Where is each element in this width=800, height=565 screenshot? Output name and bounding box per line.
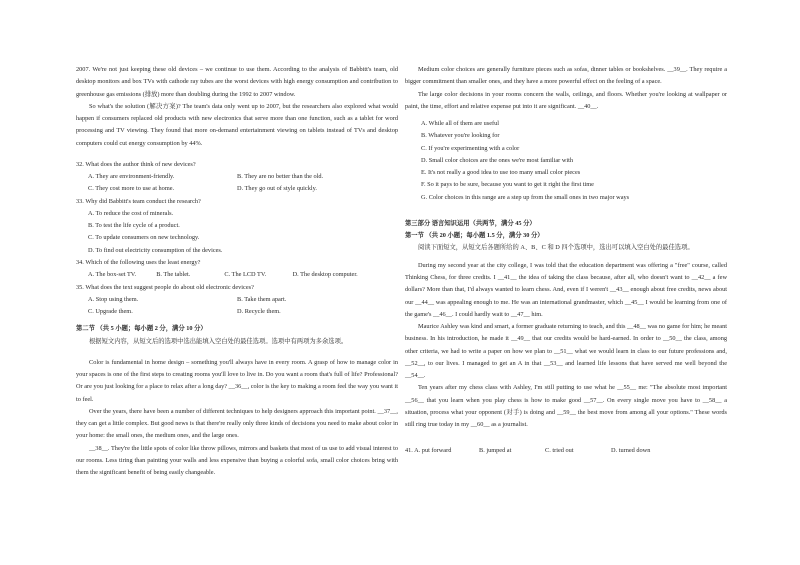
option-item: D. Small color choices are the ones we're most familiar with bbox=[421, 156, 574, 164]
option-item: G. Color choices in this range are a step up from the small ones in two major ways bbox=[421, 193, 630, 201]
option-b: B. Take them apart. bbox=[237, 295, 287, 303]
part-title: 第三部分 语言知识运用（共两节，满分 45 分） bbox=[405, 219, 536, 227]
question-stem: 35. What does the text suggest people do about old electronic devices? bbox=[76, 283, 254, 291]
option-item: E. It's not really a good idea to use too many small color pieces bbox=[421, 169, 581, 177]
question-33 bbox=[76, 196, 398, 257]
passage-paragraph: __38__. They're the little spots of color like throw pillows, mirrors and baskets that most of us use to add visual interest to our rooms. Less tiring than painting your walls and less expensive than buying a colorful sofa, small color choices bring with them the significant benefit of being easily changeable. bbox=[76, 444, 398, 477]
question-41-options bbox=[405, 445, 727, 457]
question-32 bbox=[76, 159, 398, 196]
question-34 bbox=[76, 257, 398, 282]
passage-paragraph: During my second year at the city college, I was told that the education department was offering a "free" course, called Thinking Chess, for three credits. I __41__ the idea of taking the class because, after all, who doesn't want to __42__ a few dollars? More than that, I'd always wanted to learn chess. And, even if I weren't __43__ enough about free credits, news about our __44__ was appealing enough to me. He was an international grandmaster, which __45__ I would be learning from one of the game's __46__. I could hardly wait to __47__ him. bbox=[405, 261, 727, 318]
option-item: A. While all of them are useful bbox=[421, 120, 500, 128]
passage-paragraph: Over the years, there have been a number of different techniques to help designers approach this important point. __37__, they can get a little complex. But good news is that there're really only three kinds of decisions you need to make about color in your home: the small ones, the medium ones, and the large ones. bbox=[76, 407, 398, 440]
option-row bbox=[76, 183, 398, 195]
option-c: C. tried out bbox=[545, 447, 574, 455]
section-instructions: 阅读下面短文，从短文后各题所给的 A、B、C 和 D 四个选项中，选出可以填入空白处的最佳选项。 bbox=[418, 244, 694, 252]
option-row bbox=[76, 269, 398, 281]
option-item: B. Whatever you're looking for bbox=[421, 132, 500, 140]
option-d: D. The desktop computer. bbox=[292, 271, 358, 279]
section-title: 第一节 （共 20 小题；每小题 1.5 分，满分 30 分） bbox=[405, 232, 544, 240]
left-column bbox=[76, 64, 398, 480]
option-a: A. Stop using them. bbox=[88, 295, 139, 303]
option-b: B. The tablet. bbox=[156, 271, 191, 279]
option-list bbox=[405, 118, 727, 204]
question-stem: 32. What does the author think of new devices? bbox=[76, 160, 196, 168]
option-row bbox=[76, 294, 398, 306]
option-b: B. To test the life cycle of a product. bbox=[88, 222, 180, 230]
question-stem: 34. Which of the following uses the least energy? bbox=[76, 258, 201, 266]
section-title: 第二节 （共 5 小题；每小题 2 分，满分 10 分） bbox=[76, 325, 207, 333]
option-row bbox=[76, 171, 398, 183]
question-35 bbox=[76, 282, 398, 319]
option-d: D. They go out of style quickly. bbox=[237, 185, 317, 193]
option-c: C. To update consumers on new technology. bbox=[88, 234, 200, 242]
option-a: A. The box-set TV. bbox=[88, 271, 137, 279]
passage-paragraph: The large color decisions in your rooms concern the walls, ceilings, and floors. Whether you're looking at wallpaper or paint, the time, effort and relative expense put into it are significant. __40__. bbox=[405, 90, 727, 110]
passage-paragraph: 2007. We're not just keeping these old devices – we continue to use them. According to the analysis of Babbitt's team, old desktop monitors and box TVs with cathode ray tubes are the worst devices with high energy consumption and contribution to greenhouse gas emissions (排放) more than doubling during the 1992 to 2007 window. bbox=[76, 66, 398, 98]
passage-paragraph: Color is fundamental in home design – something you'll always have in every room. A grasp of how to manage color in your spaces is one of the first steps to creating rooms you'll love to live in. Do you want a room that's full of life? Professional? Or are you just looking for a place to relax after a long day? __36__, color is the key to making a room feel the way you want it to feel. bbox=[76, 358, 398, 403]
passage-paragraph: Medium color choices are generally furniture pieces such as sofas, dinner tables or bookshelves. __39__. They require a bigger commitment than smaller ones, and they have a more powerful effect on the feeling of a space. bbox=[405, 66, 727, 86]
option-c: C. The LCD TV. bbox=[224, 271, 267, 279]
option-a: A. To reduce the cost of minerals. bbox=[88, 209, 174, 217]
option-a: 41. A. put forward bbox=[405, 447, 452, 455]
option-c: C. They cost more to use at home. bbox=[88, 185, 175, 193]
option-d: D. To find out electricity consumption of the devices. bbox=[88, 246, 223, 254]
option-item: F. So it pays to be sure, because you want to get it right the first time bbox=[421, 181, 594, 189]
option-b: B. They are no better than the old. bbox=[237, 173, 324, 181]
option-c: C. Upgrade them. bbox=[88, 308, 133, 316]
passage-paragraph: Maurice Ashley was kind and smart, a former graduate returning to teach, and this __48__ was no game for him; he meant business. In his introduction, he made it __49__ that our credits would be hard-earned. In order to __50__ the class, among other criteria, we had to write a paper on how we plan to __51__ what we would learn in class to our future professions and, __52__, to our lives. I managed to get an A in that __53__ and learned life lessons that have served me well beyond the __54__. bbox=[405, 323, 727, 380]
option-row bbox=[76, 306, 398, 318]
option-a: A. They are environment-friendly. bbox=[88, 173, 175, 181]
question-stem: 33. Why did Babbitt's team conduct the research? bbox=[76, 197, 201, 205]
passage-paragraph: Ten years after my chess class with Ashley, I'm still putting to use what he __55__ me: "The absolute most important __56__ that you learn when you play chess is how to make good __57__. On every single move you have to __58__ a situation, process what your opponent (对手) is doing and __59__ the best move from among all your options." These words still ring true today in my __60__ as a journalist. bbox=[405, 384, 727, 429]
option-b: B. jumped at bbox=[479, 447, 512, 455]
section-instructions: 根据短文内容，从短文后的选项中选出能填入空白处的最佳选项。选项中有两项为多余选项。 bbox=[89, 337, 348, 345]
right-column bbox=[405, 64, 727, 458]
option-d: D. Recycle them. bbox=[237, 308, 281, 316]
passage-paragraph: So what's the solution (解决方案)? The team's data only went up to 2007, but the researchers also explored what would happen if consumers replaced old products with new electronics that serve more than one function, such as a tablet for word processing and TV viewing. They found that more on-demand entertainment viewing on tablets instead of TVs and desktop computers could cut energy consumption by 44%. bbox=[76, 102, 398, 147]
option-item: C. If you're experimenting with a color bbox=[421, 144, 520, 152]
option-d: D. turned down bbox=[611, 447, 651, 455]
